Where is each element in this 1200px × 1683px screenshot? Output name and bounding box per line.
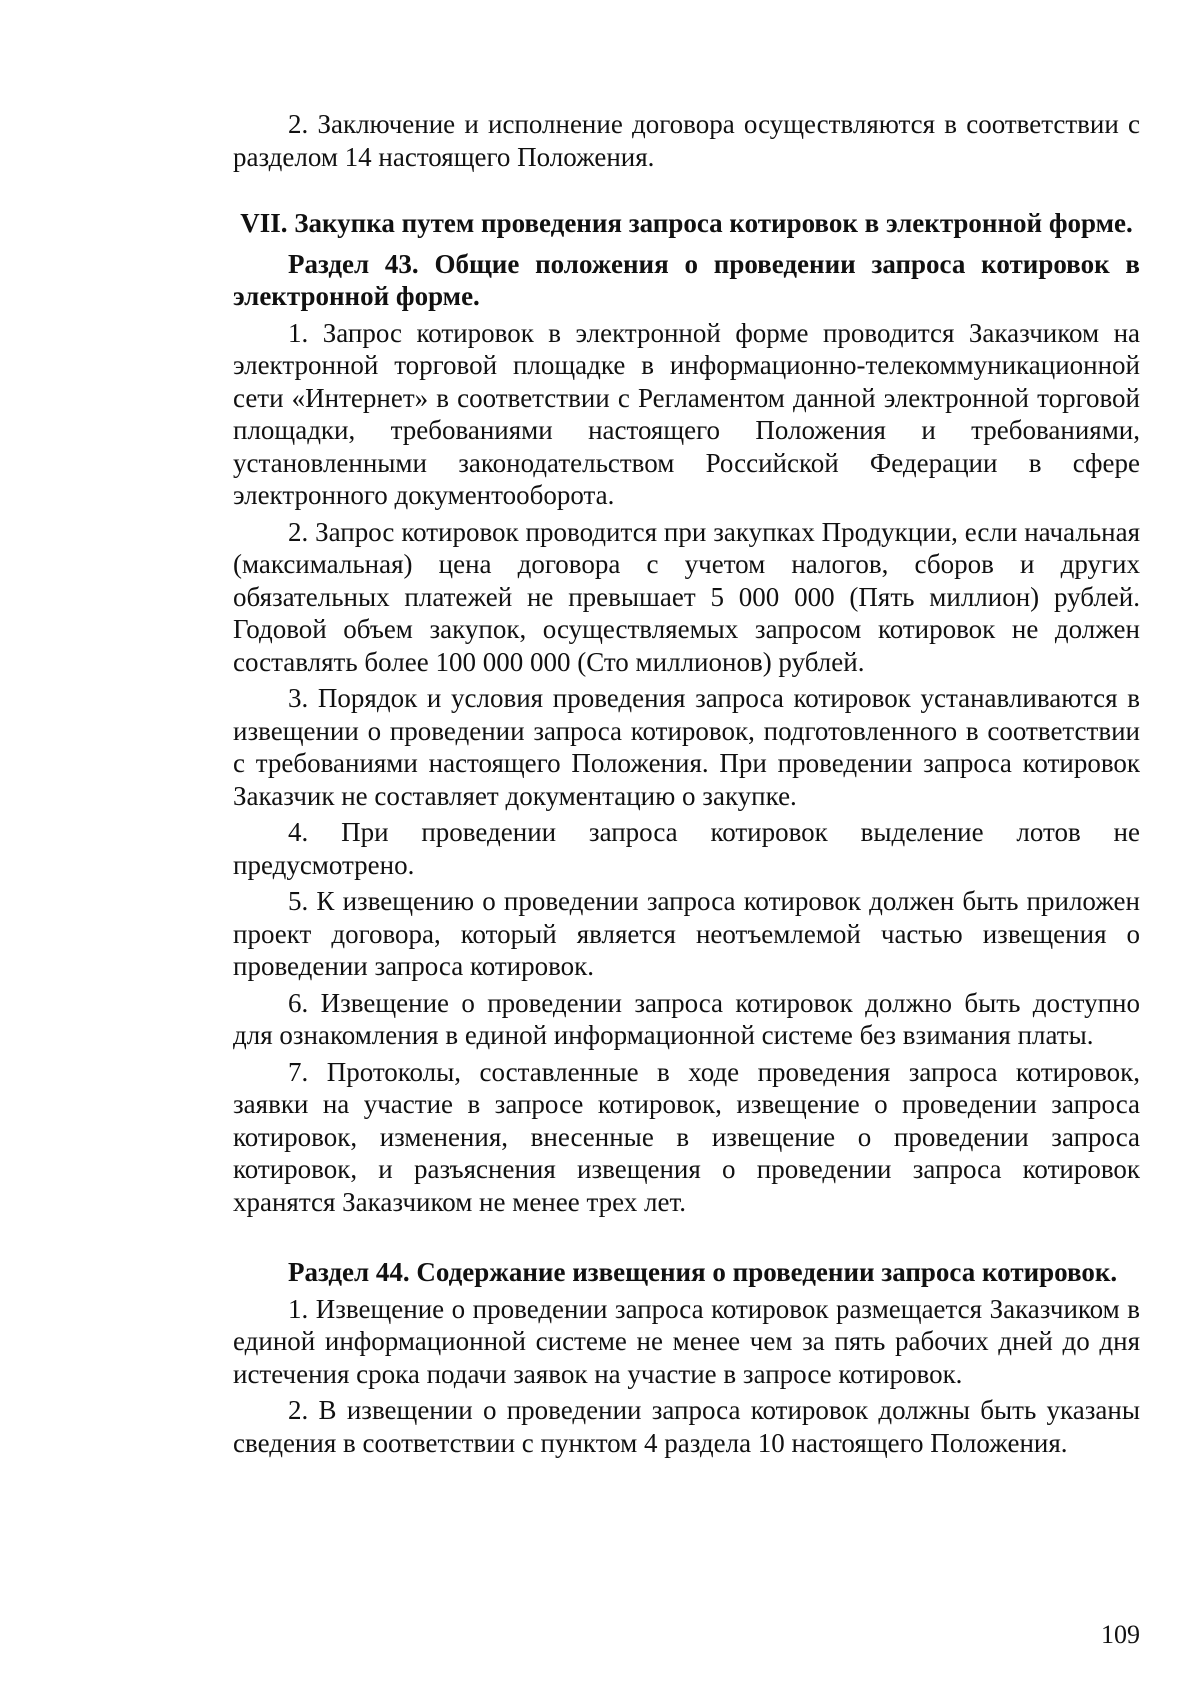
section-43-paragraph-4: 4. При проведении запроса котировок выделение лотов не предусмотрено. xyxy=(233,817,1140,880)
section-43-paragraph-6: 6. Извещение о проведении запроса котировок должно быть доступно для ознакомления в единой информационной системе без взимания платы. xyxy=(233,987,1140,1050)
section-43-paragraph-5: 5. К извещению о проведении запроса котировок должен быть приложен проект договора, который является неотъемлемой частью извещения о проведении запроса котировок. xyxy=(233,886,1140,981)
section-44-paragraph-1: 1. Извещение о проведении запроса котировок размещается Заказчиком в единой информационной системе не менее чем за пять рабочих дней до дня истечения срока подачи заявок на участие в запросе котировок. xyxy=(233,1293,1140,1389)
section-43-paragraph-1: 1. Запрос котировок в электронной форме проводится Заказчиком на электронной торговой площадке в информационно-телекоммуникационной сети «Интернет» в соответствии с Регламентом данной электронной торговой площадки, требованиями настоящего Положения и требованиями, установленными законодательством Российской Федерации в сфере электронного документооборота. xyxy=(233,317,1140,510)
page-number: 109 xyxy=(1101,1620,1140,1649)
section-43-paragraph-2: 2. Запрос котировок проводится при закупках Продукции, если начальная (максимальная) цена договора с учетом налогов, сборов и других обязательных платежей не превышает 5 000 000 (Пять миллион) рублей. Годовой объем закупок, осуществляемых запросом котировок не должен составлять более 100 000 000 (Сто миллионов) рублей. xyxy=(233,516,1140,677)
section-43-paragraph-3: 3. Порядок и условия проведения запроса котировок устанавливаются в извещении о проведении запроса котировок, подготовленного в соответствии с требованиями настоящего Положения. При проведении запроса котировок Заказчик не составляет документацию о закупке. xyxy=(233,683,1140,811)
page-content xyxy=(233,108,1140,1459)
paragraph-contract-execution: 2. Заключение и исполнение договора осуществляются в соответствии с разделом 14 настоящего Положения. xyxy=(233,109,1140,172)
chapter-heading: VII. Закупка путем проведения запроса котировок в электронной форме. xyxy=(240,208,1133,238)
section-43-paragraph-7: 7. Протоколы, составленные в ходе проведения запроса котировок, заявки на участие в запросе котировок, извещение о проведении запроса котировок, изменения, внесенные в извещение о проведении запроса котировок, и разъяснения извещения о проведении запроса котировок хранятся Заказчиком не менее трех лет. xyxy=(233,1056,1140,1217)
section-44-paragraph-2: 2. В извещении о проведении запроса котировок должны быть указаны сведения в соответствии с пунктом 4 раздела 10 настоящего Положения. xyxy=(233,1395,1140,1458)
section-43-title: Раздел 43. Общие положения о проведении запроса котировок в электронной форме. xyxy=(233,248,1140,311)
section-44-title: Раздел 44. Содержание извещения о проведении запроса котировок. xyxy=(288,1257,1118,1287)
